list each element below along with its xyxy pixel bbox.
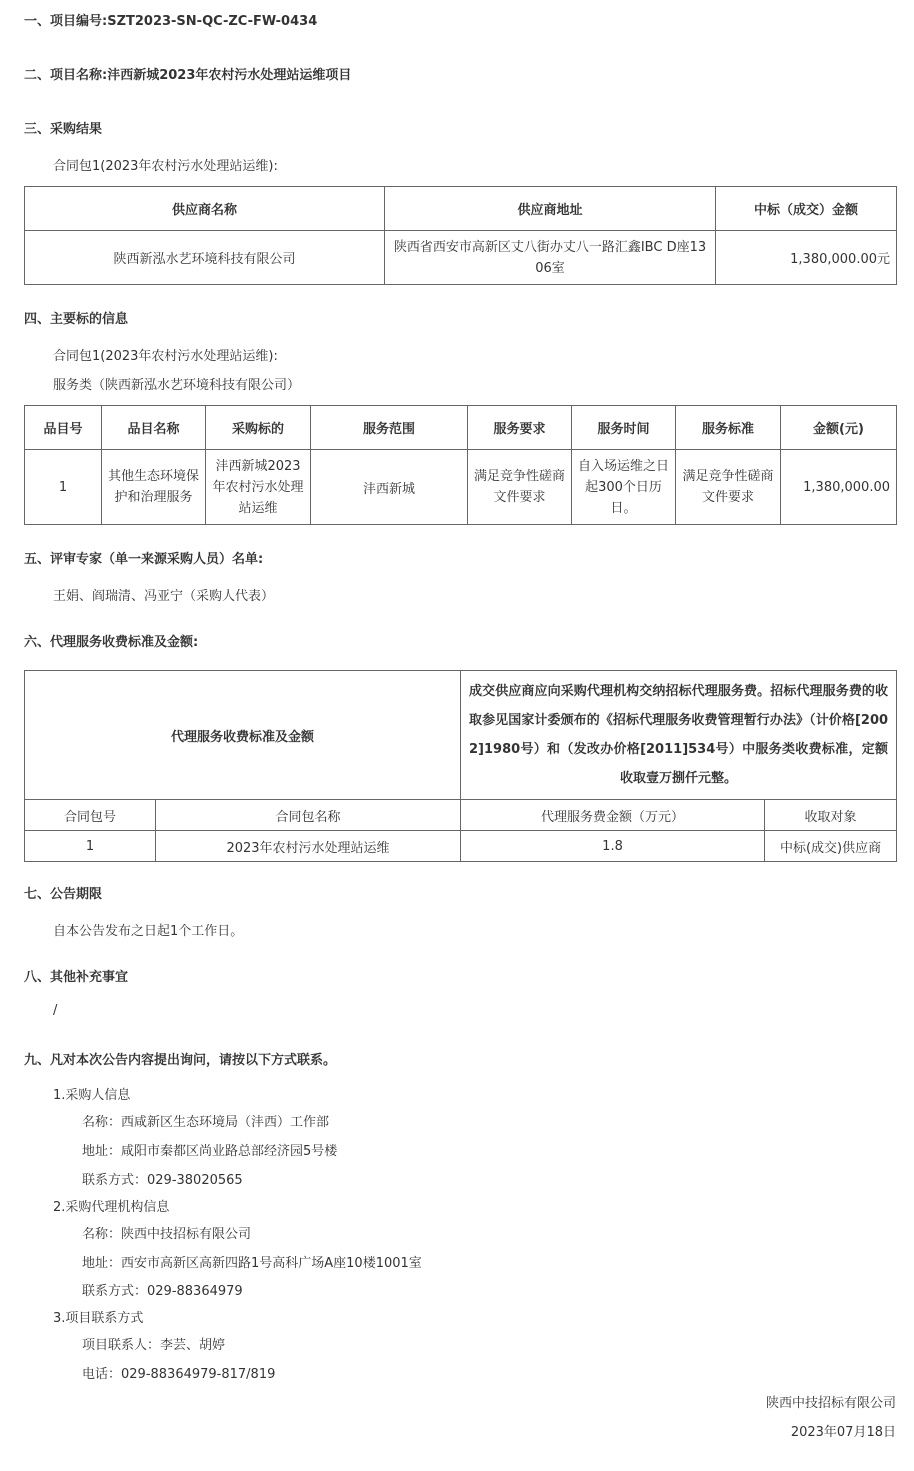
header-service-scope: 服务范围 <box>311 406 468 450</box>
header-fee-amount: 代理服务费金额（万元） <box>461 800 765 831</box>
header-item-name: 品目名称 <box>102 406 206 450</box>
header-subject: 采购标的 <box>206 406 311 450</box>
header-charge-target: 收取对象 <box>765 800 897 831</box>
table-row <box>25 231 897 285</box>
notice-period-text: 自本公告发布之日起1个工作日。 <box>53 924 244 939</box>
header-supplier-name: 供应商名称 <box>25 187 385 231</box>
agency-fee-header-row <box>25 800 897 831</box>
header-service-time: 服务时间 <box>572 406 676 450</box>
agency-name: 名称：陕西中技招标有限公司 <box>82 1227 252 1242</box>
supplier-table <box>24 186 897 285</box>
project-phone: 电话：029-88364979-817/819 <box>82 1367 276 1382</box>
header-service-requirement: 服务要求 <box>468 406 572 450</box>
item-name-cell: 其他生态环境保护和治理服务 <box>102 450 206 525</box>
project-number-value: SZT2023-SN-QC-ZC-FW-0434 <box>107 14 318 29</box>
package-no-cell: 1 <box>25 831 156 862</box>
project-number-label: 一、项目编号: <box>24 14 108 29</box>
purchaser-title: 1.采购人信息 <box>53 1088 131 1103</box>
notice-period-heading: 七、公告期限 <box>24 887 103 902</box>
service-standard-cell: 满足竞争性磋商文件要求 <box>676 450 781 525</box>
main-subject-category: 服务类（陕西新泓水艺环境科技有限公司） <box>53 378 301 393</box>
table-row <box>25 450 897 525</box>
contact-heading: 九、凡对本次公告内容提出询问，请按以下方式联系。 <box>24 1053 337 1068</box>
procurement-result-heading: 三、采购结果 <box>24 122 103 137</box>
main-subject-package: 合同包1(2023年农村污水处理站运维): <box>53 349 278 364</box>
project-name-line <box>24 64 351 83</box>
procurement-result-package: 合同包1(2023年农村污水处理站运维): <box>53 159 278 174</box>
service-requirement-cell: 满足竞争性磋商文件要求 <box>468 450 572 525</box>
header-package-name: 合同包名称 <box>156 800 461 831</box>
experts-names: 王娟、阎瑞清、冯亚宁（采购人代表） <box>53 589 275 604</box>
table-row <box>25 831 897 862</box>
amount-cell: 1,380,000.00 <box>781 450 897 525</box>
agency-title: 2.采购代理机构信息 <box>53 1200 170 1215</box>
subject-cell: 沣西新城2023年农村污水处理站运维 <box>206 450 311 525</box>
header-item-no: 品目号 <box>25 406 102 450</box>
purchaser-address: 地址：咸阳市秦都区尚业路总部经济园5号楼 <box>82 1144 338 1159</box>
supplier-table-header <box>25 187 897 231</box>
project-contacts: 项目联系人：李芸、胡婷 <box>82 1338 226 1353</box>
subject-table-header <box>25 406 897 450</box>
other-matters-heading: 八、其他补充事宜 <box>24 970 129 985</box>
purchaser-name: 名称：西咸新区生态环境局（沣西）工作部 <box>82 1115 330 1130</box>
agency-fee-heading: 六、代理服务收费标准及金额: <box>24 635 199 650</box>
project-number-line <box>24 10 317 29</box>
charge-target-cell: 中标(成交)供应商 <box>765 831 897 862</box>
header-award-amount: 中标（成交）金额 <box>716 187 897 231</box>
main-subject-heading: 四、主要标的信息 <box>24 312 129 327</box>
service-scope-cell: 沣西新城 <box>311 450 468 525</box>
project-name-label: 二、项目名称: <box>24 68 108 83</box>
footer-date: 2023年07月18日 <box>790 1425 896 1440</box>
project-contact-title: 3.项目联系方式 <box>53 1311 144 1326</box>
subject-table <box>24 405 897 525</box>
agency-fee-table <box>24 670 897 862</box>
header-supplier-address: 供应商地址 <box>385 187 716 231</box>
purchaser-contact: 联系方式：029-38020565 <box>82 1173 243 1188</box>
agency-fee-standard-row <box>25 671 897 800</box>
agency-contact: 联系方式：029-88364979 <box>82 1284 243 1299</box>
supplier-name-cell: 陕西新泓水艺环境科技有限公司 <box>25 231 385 285</box>
agency-address: 地址：西安市高新区高新四路1号高科广场A座10楼1001室 <box>82 1256 422 1271</box>
service-time-cell: 自入场运维之日起300个日历日。 <box>572 450 676 525</box>
project-name-value: 沣西新城2023年农村污水处理站运维项目 <box>107 68 352 83</box>
agency-fee-standard-text: 成交供应商应向采购代理机构交纳招标代理服务费。招标代理服务费的收取参见国家计委颁布的《招标代理服务收费管理暂行办法》（计价格[2002]1980号）和（发改办价格[2011]534号）中服务类收费标准，定额收取壹万捌仟元整。 <box>461 671 897 800</box>
supplier-address-cell: 陕西省西安市高新区丈八街办丈八一路汇鑫IBC D座1306室 <box>385 231 716 285</box>
award-amount-cell: 1,380,000.00元 <box>716 231 897 285</box>
header-service-standard: 服务标准 <box>676 406 781 450</box>
agency-fee-standard-label: 代理服务收费标准及金额 <box>25 671 461 800</box>
item-no-cell: 1 <box>25 450 102 525</box>
other-matters-text: / <box>53 1003 58 1018</box>
footer-company: 陕西中技招标有限公司 <box>765 1396 896 1411</box>
header-amount: 金额(元) <box>781 406 897 450</box>
experts-heading: 五、评审专家（单一来源采购人员）名单: <box>24 552 264 567</box>
fee-amount-cell: 1.8 <box>461 831 765 862</box>
package-name-cell: 2023年农村污水处理站运维 <box>156 831 461 862</box>
header-package-no: 合同包号 <box>25 800 156 831</box>
